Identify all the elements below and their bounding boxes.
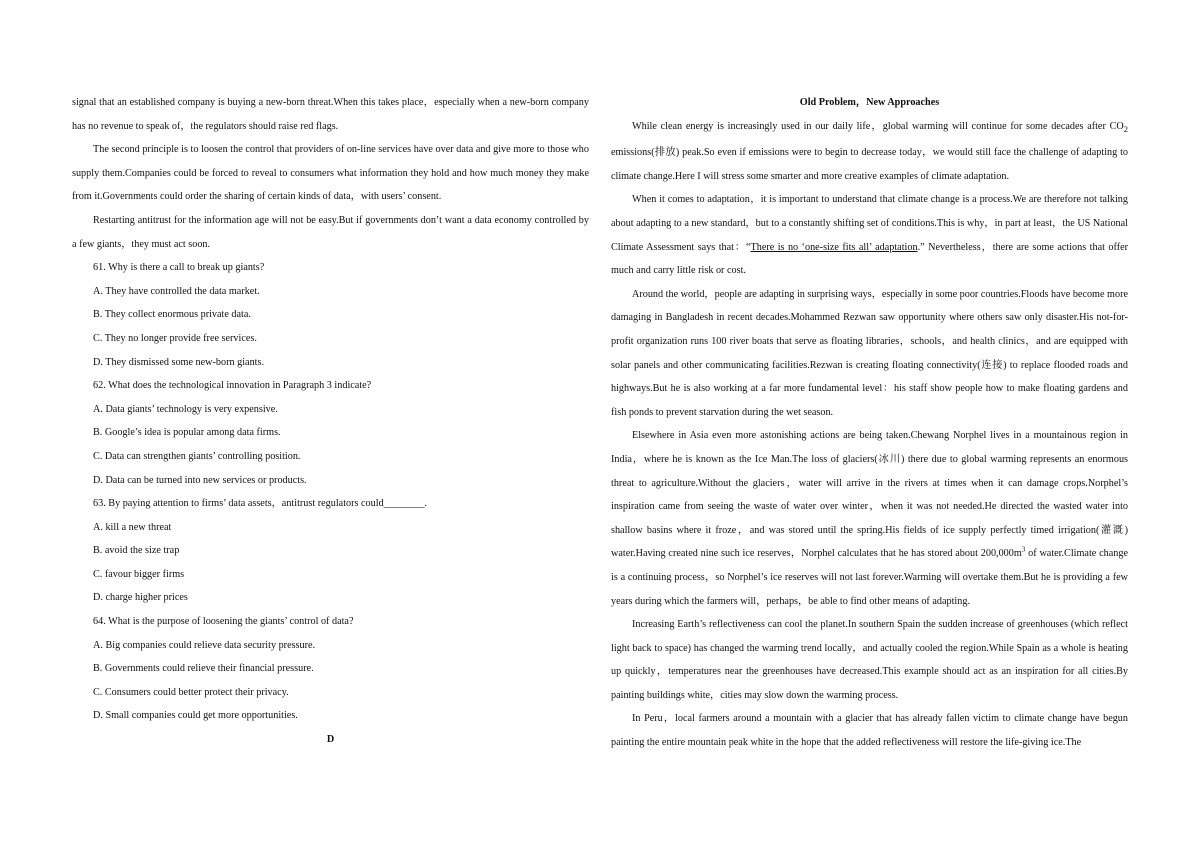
underlined-quote: There is no ‘one-size fits all’ adaptation xyxy=(750,241,918,253)
paragraph-conclusion: Restarting antitrust for the information age will not be easy.But if governments don’t want a data economy controlled by a few giants，they must act soon. xyxy=(72,214,589,250)
text-run: emissions(排放) peak.So even if emissions were to begin to decrease today，we would still face the challenge of adapting to climate change.Here I will stress some smarter and more creative examples of climate adaptation. xyxy=(611,147,1128,182)
paragraph-reflectiveness: Increasing Earth’s reflectiveness can cool the planet.In southern Spain the sudden increase of greenhouses (which reflect light back to space) has changed the warming trend locally，and actually cooled the region.While Spain as a whole is heating up quickly，temperatures near the greenhouses have decreased.This example should act as an inspiration for all cities.By painting buildings white，cities may slow down the warming process. xyxy=(611,619,1128,701)
passage-title: Old Problem，New Approaches xyxy=(799,97,940,108)
paragraph-continued: signal that an established company is buying a new-born threat.When this takes place，especially when a new-born company has no revenue to speak of，the regulators should raise red flags. xyxy=(72,97,589,132)
paragraph-intro xyxy=(611,115,1128,189)
superscript-3: 3 xyxy=(1021,545,1026,554)
section-heading-d: D xyxy=(326,734,335,746)
paragraph-ice-man xyxy=(611,424,1128,613)
text-run: Elsewhere in Asia even more astonishing actions are being taken.Chewang Norphel lives in a mountainous region in India，where he is known as the Ice Man.The loss of glaciers(冰川) there due to global warming represents an enormous threat to agriculture.Without the glaciers，water will arrive in the rivers at times when it can damage crops.Norphel’s inspiration came from seeing the waste of water over winter，when it was not needed.He directed the wasted water into shallow basins where it froze，and was stored until the spring.His fields of ice supply perfectly timed irrigation(灌溉) water.Having created nine such ice reserves，Norphel calculates that he has stored about 200,000m xyxy=(611,430,1128,560)
question-61: 61. Why is there a call to break up giants? xyxy=(93,262,265,274)
text-run: While clean energy is increasingly used in our daily life，global warming will continue for some decades after CO xyxy=(632,120,1124,132)
text-run: .” Nevertheless，there are some actions that offer much and carry little risk or cost. xyxy=(611,241,1128,277)
left-column xyxy=(72,91,589,752)
text-run: When it comes to adaptation，it is important to understand that climate change is a process.We are therefore not talking about adapting to a new standard，but to a constantly shifting set of conditions.This is why，in part at least，the US National Climate Assessment says that：“ xyxy=(611,194,1128,253)
paragraph-peru: In Peru，local farmers around a mountain with a glacier that has already fallen victim to climate change have begun painting the entire mountain peak white in the hope that the added reflectiveness will restore the life-giving ice.The xyxy=(611,713,1128,749)
text-run: of water.Climate change is a continuing process，so Norphel’s ice reserves will not last forever.Warming will overtake them.But he is providing a few years during which the farmers will，perhaps，be able to find other means of adapting. xyxy=(611,548,1128,607)
option-62-d: D. Data can be turned into new services or products. xyxy=(93,474,307,486)
paragraph-adaptation xyxy=(611,188,1128,282)
option-63-a: A. kill a new threat xyxy=(93,521,172,533)
question-63: 63. By paying attention to firms’ data assets，antitrust regulators could________. xyxy=(93,498,427,510)
option-61-a: A. They have controlled the data market. xyxy=(93,285,260,297)
option-63-b: B. avoid the size trap xyxy=(93,545,180,557)
option-63-d: D. charge higher prices xyxy=(93,592,188,604)
paragraph-second-principle: The second principle is to loosen the control that providers of on-line services have over data and give more to those who supply them.Companies could be forced to reveal to consumers what information they hold and how much money they make from it.Governments could order the sharing of certain kinds of data，with users’ consent. xyxy=(72,144,589,203)
option-63-c: C. favour bigger firms xyxy=(93,568,185,580)
question-64: 64. What is the purpose of loosening the giants’ control of data? xyxy=(93,616,354,628)
question-62: 62. What does the technological innovation in Paragraph 3 indicate? xyxy=(93,380,372,392)
option-62-a: A. Data giants’ technology is very expensive. xyxy=(93,403,278,415)
subscript-2: 2 xyxy=(1123,123,1128,134)
option-61-b: B. They collect enormous private data. xyxy=(93,309,251,321)
option-62-c: C. Data can strengthen giants’ controlling position. xyxy=(93,450,301,462)
option-62-b: B. Google’s idea is popular among data firms. xyxy=(93,427,281,439)
option-61-c: C. They no longer provide free services. xyxy=(93,332,257,344)
option-64-d: D. Small companies could get more opportunities. xyxy=(93,710,298,722)
paragraph-bangladesh: Around the world，people are adapting in surprising ways，especially in some poor countries.Floods have become more damaging in Bangladesh in recent decades.Mohammed Rezwan saw opportunity where others saw only disaster.His not-for-profit organization runs 100 river boats that serve as floating libraries，schools，and health clinics，and are equipped with solar panels and other communicating facilities.Rezwan is creating floating connectivity(连接) to replace flooded roads and highways.But he is also working at a far more fundamental level：his staff show people how to make floating gardens and fish ponds to prevent starvation during the wet season. xyxy=(611,288,1128,418)
option-64-c: C. Consumers could better protect their privacy. xyxy=(93,686,289,698)
option-64-b: B. Governments could relieve their financial pressure. xyxy=(93,663,314,675)
right-column xyxy=(611,91,1128,755)
option-64-a: A. Big companies could relieve data security pressure. xyxy=(93,639,316,651)
option-61-d: D. They dismissed some new-born giants. xyxy=(93,356,264,368)
